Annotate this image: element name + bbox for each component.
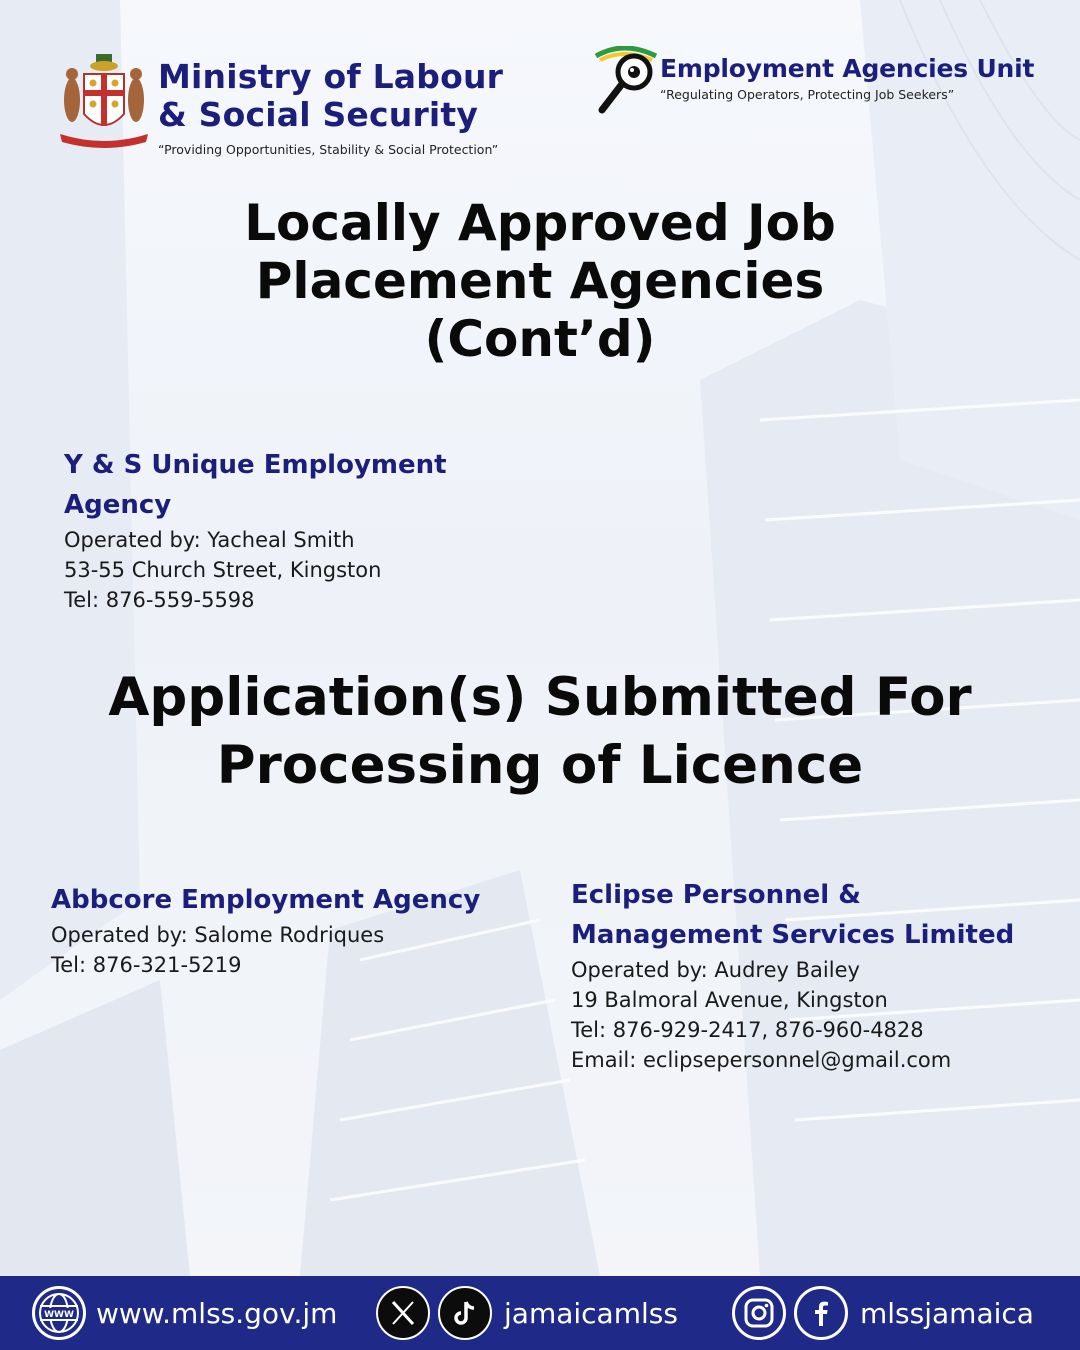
coat-of-arms-icon: [56, 52, 152, 152]
agency-tel: Tel: 876-559-5598: [64, 588, 255, 612]
agency-name-line1: Eclipse Personnel &: [571, 880, 861, 910]
x-twitter-icon[interactable]: [376, 1286, 430, 1340]
agency-operator: Operated by: Yacheal Smith: [64, 528, 355, 552]
agency-address: 19 Balmoral Avenue, Kingston: [571, 988, 888, 1012]
unit-header: [594, 46, 1054, 126]
website-text: www.mlss.gov.jm: [96, 1296, 338, 1330]
agency-operator: Operated by: Audrey Bailey: [571, 958, 860, 982]
website-link[interactable]: [32, 1276, 337, 1350]
section2-title-line1: Application(s) Submitted For: [108, 667, 972, 728]
social-group-1: [376, 1276, 678, 1350]
agency-name-line1: Y & S Unique Employment: [64, 450, 447, 480]
ministry-header: [56, 52, 536, 162]
agency-name: [571, 875, 1051, 955]
agency-tel: Tel: 876-929-2417, 876-960-4828: [571, 1018, 924, 1042]
handle-mlssjamaica[interactable]: mlssjamaica: [860, 1296, 1034, 1330]
ministry-name-line2: & Social Security: [158, 95, 479, 134]
agency-name: [64, 445, 484, 525]
globe-icon-label: WWW: [44, 1310, 74, 1320]
agency-abbcore: [51, 880, 531, 980]
instagram-icon[interactable]: [732, 1286, 786, 1340]
section2-title-line2: Processing of Licence: [216, 735, 864, 796]
agency-eclipse: [571, 875, 1051, 1075]
agency-operator: Operated by: Salome Rodriques: [51, 923, 385, 947]
ministry-name-line1: Ministry of Labour: [158, 57, 504, 96]
agency-name-line2: Agency: [64, 490, 172, 520]
unit-name: Employment Agencies Unit: [660, 54, 1035, 83]
facebook-icon[interactable]: [794, 1286, 848, 1340]
ministry-name: [158, 58, 503, 134]
agency-ys-unique: [64, 445, 484, 615]
section1-title-line2: Placement Agencies: [255, 252, 825, 310]
agency-name-line2: Management Services Limited: [571, 920, 1015, 950]
section1-title-line1: Locally Approved Job: [244, 194, 836, 252]
agency-address: 53-55 Church Street, Kingston: [64, 558, 382, 582]
tiktok-icon[interactable]: [438, 1286, 492, 1340]
magnifying-glass-icon: [594, 46, 660, 116]
agency-email: Email: eclipsepersonnel@gmail.com: [571, 1048, 952, 1072]
unit-tagline: “Regulating Operators, Protecting Job Seekers”: [660, 87, 955, 102]
ministry-tagline: “Providing Opportunities, Stability & Social Protection”: [158, 142, 499, 157]
section2-title: [0, 664, 1080, 800]
agency-tel: Tel: 876-321-5219: [51, 953, 242, 977]
globe-icon: [32, 1286, 86, 1340]
handle-jamaicamlss[interactable]: jamaicamlss: [504, 1296, 678, 1330]
agency-name: Abbcore Employment Agency: [51, 885, 481, 915]
footer-bar: [0, 1276, 1080, 1350]
section1-title: [0, 194, 1080, 368]
section1-title-line3: (Cont’d): [424, 310, 656, 368]
social-group-2: [732, 1276, 1034, 1350]
